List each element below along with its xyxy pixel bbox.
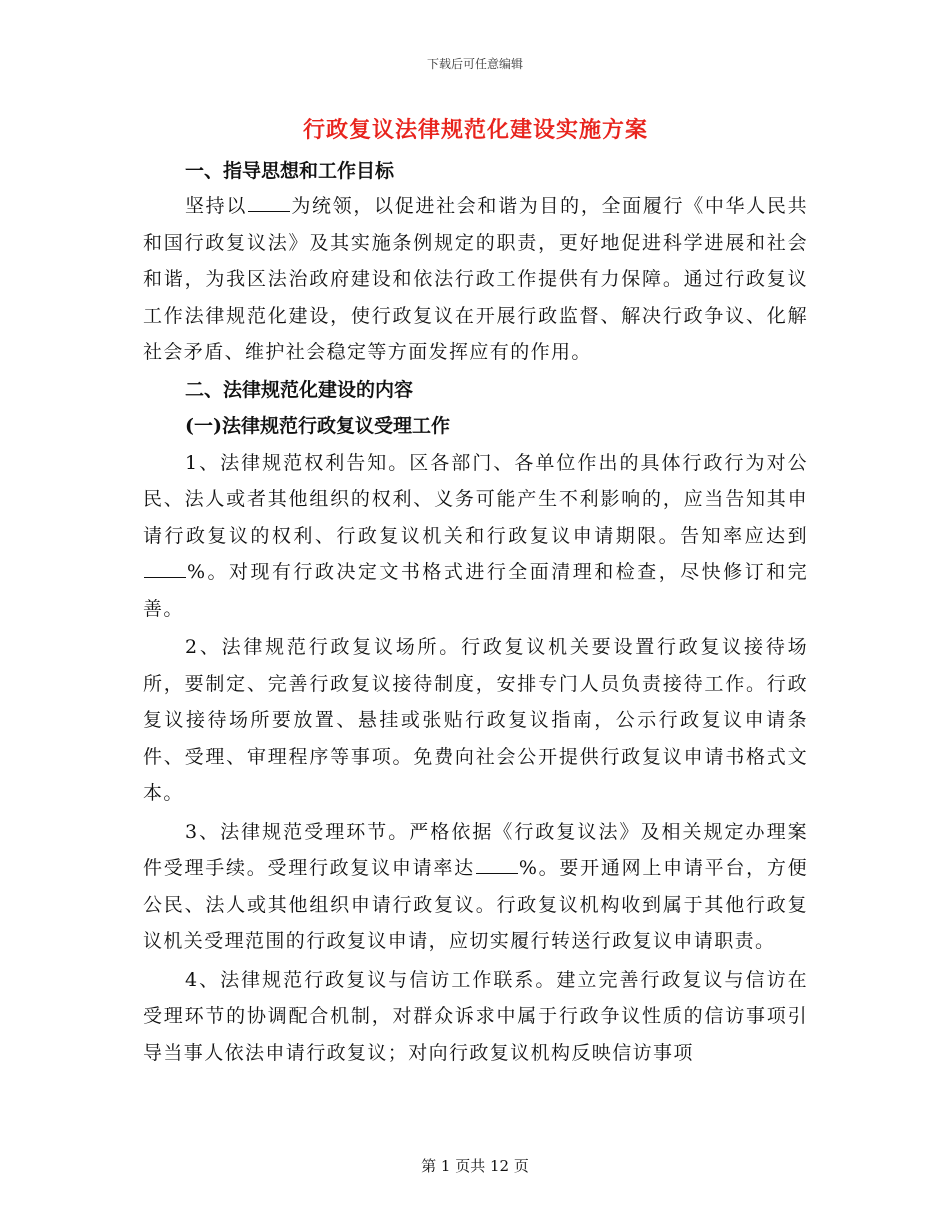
paragraph-guiding-principle xyxy=(143,188,808,371)
paragraph-text: %。要开通网上申请平台，方便公民、法人或其他组织申请行政复议。行政复议机构收到属于其他行政复议机关受理范围的行政复议申请，应切实履行转送行政复议申请职责。 xyxy=(143,857,808,952)
paragraph-text: %。对现有行政决定文书格式进行全面清理和检查，尽快修订和完善。 xyxy=(143,561,808,620)
document-body xyxy=(143,108,808,1071)
page-footer: 第 1 页共 12 页 xyxy=(421,1157,529,1175)
fill-in-blank xyxy=(144,561,186,578)
paragraph-text: 坚持以 xyxy=(185,195,248,217)
paragraph-text: 3、法律规范受理环节。严格依据《行政复议法》及相关规定办理案件受理手续。受理行政复议申请率达 xyxy=(143,820,808,879)
fill-in-blank xyxy=(248,195,290,212)
paragraph-text: 为统领，以促进社会和谐为目的，全面履行《中华人民共和国行政复议法》及其实施条例规定的职责，更好地促进科学进展和社会和谐，为我区法治政府建设和依法行政工作提供有力保障。通过行政复议工作法律规范化建设，使行政复议在开展行政监督、解决行政争议、化解社会矛盾、维护社会稳定等方面发挥应有的作用。 xyxy=(143,195,808,363)
section-heading-1: 一、指导思想和工作目标 xyxy=(185,160,395,182)
paragraph-item-3 xyxy=(143,814,808,960)
document-title: 行政复议法律规范化建设实施方案 xyxy=(302,117,648,143)
header-note: 下载后可任意编辑 xyxy=(426,57,523,71)
fill-in-blank xyxy=(476,857,518,874)
paragraph-item-4: 4、法律规范行政复议与信访工作联系。建立完善行政复议与信访在受理环节的协调配合机制，对群众诉求中属于行政争议性质的信访事项引导当事人依法申请行政复议；对向行政复议机构反映信访事项 xyxy=(143,968,808,1064)
subsection-heading-1: (一)法律规范行政复议受理工作 xyxy=(185,414,450,437)
paragraph-text: 1、法律规范权利告知。区各部门、各单位作出的具体行政行为对公民、法人或者其他组织的权利、义务可能产生不利影响的，应当告知其申请行政复议的权利、行政复议机关和行政复议申请期限。告知率应达到 xyxy=(143,451,808,547)
paragraph-item-2: 2、法律规范行政复议场所。行政复议机关要设置行政复议接待场所，要制定、完善行政复议接待制度，安排专门人员负责接待工作。行政复议接待场所要放置、悬挂或张贴行政复议指南，公示行政复议申请条件、受理、审理程序等事项。免费向社会公开提供行政复议申请书格式文本。 xyxy=(143,636,808,804)
section-heading-2: 二、法律规范化建设的内容 xyxy=(185,378,414,401)
paragraph-item-1 xyxy=(143,445,808,628)
